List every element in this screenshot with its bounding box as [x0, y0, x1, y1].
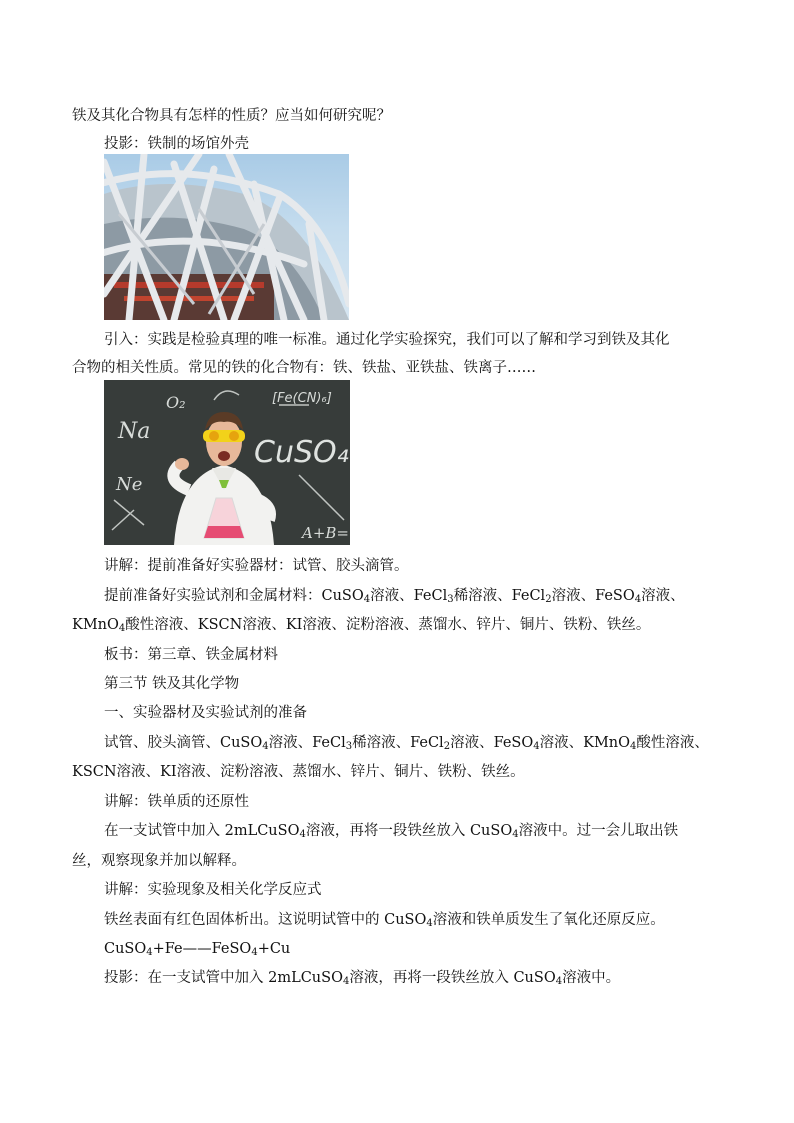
- chalk-ab: A+B=: [302, 524, 349, 542]
- text-line: 合物的相关性质。常见的铁的化合物有：铁、铁盐、亚铁盐、铁离子……: [72, 360, 536, 376]
- stadium-photo: [104, 154, 349, 320]
- chalk-na: Na: [118, 419, 151, 444]
- text-line: 试管、胶头滴管、CuSO$_4$溶液、FeCl$_3$稀溶液、FeCl$_2$溶液、FeSO$_4$溶液、KMnO$_4$酸性溶液、: [104, 735, 709, 752]
- chalk-cuso4: CuSO₄: [254, 435, 349, 470]
- chalk-fecn: [Fe(CN)₆]: [272, 391, 332, 406]
- text-line: 讲解：实验现象及相关化学反应式: [104, 882, 322, 898]
- text-line: 投影：铁制的场馆外壳: [104, 136, 249, 152]
- text-line: 一、实验器材及实验试剂的准备: [104, 705, 307, 721]
- text-line: 铁丝表面有红色固体析出。这说明试管中的 CuSO$_4$溶液和铁单质发生了氧化还原反应。: [104, 912, 665, 929]
- text-line: 铁及其化合物具有怎样的性质？应当如何研究呢？: [72, 108, 391, 124]
- chalk-o2: O₂: [166, 393, 186, 412]
- chemical-equation: CuSO$_4$+Fe——FeSO$_4$+Cu: [104, 941, 291, 958]
- text-line: 讲解：铁单质的还原性: [104, 794, 249, 810]
- text-line: 讲解：提前准备好实验器材：试管、胶头滴管。: [104, 558, 409, 574]
- chalkboard-graphic: [104, 380, 350, 545]
- chalk-ne: Ne: [116, 474, 143, 495]
- text-line: 板书：第三章、铁金属材料: [104, 647, 278, 663]
- text-line: 引入：实践是检验真理的唯一标准。通过化学实验探究，我们可以了解和学习到铁及其化: [104, 332, 670, 348]
- scientist-chalkboard-photo: [104, 380, 350, 545]
- text-line: KMnO$_4$酸性溶液、KSCN溶液、KI溶液、淀粉溶液、蒸馏水、锌片、铜片、铁粉、铁丝。: [72, 617, 651, 634]
- text-line: 第三节 铁及其化学物: [104, 676, 240, 692]
- text-line: 投影：在一支试管中加入 2mLCuSO$_4$溶液，再将一段铁丝放入 CuSO$_4$溶液中。: [104, 970, 621, 987]
- text-line: 丝，观察现象并加以解释。: [72, 853, 246, 869]
- stadium-lattice-graphic: [104, 154, 349, 320]
- text-line: 在一支试管中加入 2mLCuSO$_4$溶液，再将一段铁丝放入 CuSO$_4$溶液中。过一会儿取出铁: [104, 823, 679, 840]
- text-line: 提前准备好实验试剂和金属材料：CuSO$_4$溶液、FeCl$_3$稀溶液、FeCl$_2$溶液、FeSO$_4$溶液、: [104, 588, 685, 605]
- text-line: KSCN溶液、KI溶液、淀粉溶液、蒸馏水、锌片、铜片、铁粉、铁丝。: [72, 764, 525, 780]
